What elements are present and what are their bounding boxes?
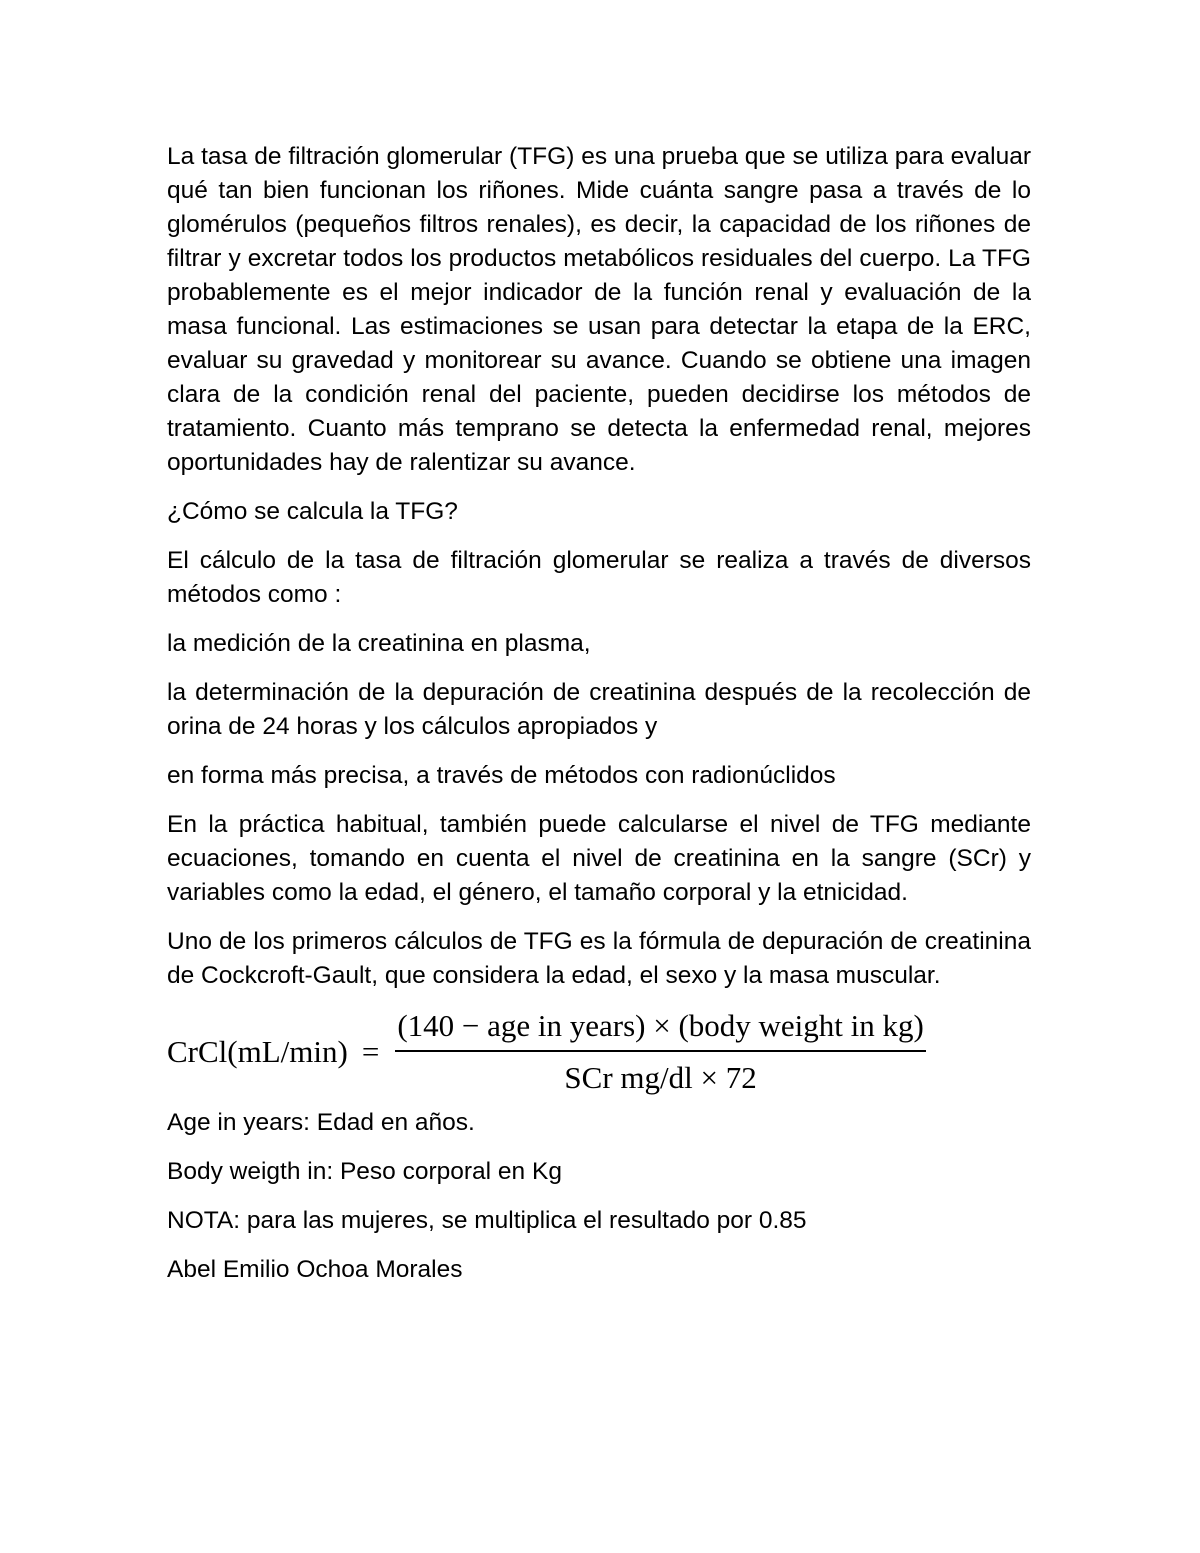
document-page [167,140,1031,1302]
method-item-plasma: la medición de la creatinina en plasma, [167,630,591,657]
method-item-radionuclides: en forma más precisa, a través de métodos con radionúclidos [167,762,836,789]
formula-denominator: SCr mg/dl × 72 [564,1060,757,1095]
formula-numerator: (140 − age in years) × (body weight in kg) [397,1008,924,1043]
formula-fraction [395,1008,926,1096]
note-women: NOTA: para las mujeres, se multiplica el resultado por 0.85 [167,1207,807,1234]
intro-paragraph: La tasa de filtración glomerular (TFG) es una prueba que se utiliza para evaluar qué tan bien funcionan los riñones. Mide cuánta sangre pasa a través de lo glomérulos (pequeños filtros renales), es decir, la capacidad de los riñones de filtrar y excretar todos los productos metabólicos residuales del cuerpo. La TFG probablemente es el mejor indicador de la función renal y evaluación de la masa funcional. Las estimaciones se usan para detectar la etapa de la ERC, evaluar su gravedad y monitorear su avance. Cuando se obtiene una imagen clara de la condición renal del paciente, pueden decidirse los métodos de tratamiento. Cuanto más temprano se detecta la enfermedad renal, mejores oportunidades hay de ralentizar su avance. [167,143,1031,476]
methods-intro-paragraph: El cálculo de la tasa de filtración glomerular se realiza a través de diversos métodos como : [167,547,1031,608]
formula-lhs: CrCl(mL/min) [167,1034,348,1069]
cockcroft-gault-formula [167,1008,1031,1096]
author-name: Abel Emilio Ochoa Morales [167,1256,463,1283]
method-item-clearance: la determinación de la depuración de creatinina después de la recolección de orina de 24 horas y los cálculos apropiados y [167,679,1031,740]
question-heading: ¿Cómo se calcula la TFG? [167,498,458,525]
note-weight: Body weigth in: Peso corporal en Kg [167,1158,562,1185]
cockcroft-paragraph: Uno de los primeros cálculos de TFG es la fórmula de depuración de creatinina de Cockcroft-Gault, que considera la edad, el sexo y la masa muscular. [167,928,1031,989]
equations-paragraph: En la práctica habitual, también puede calcularse el nivel de TFG mediante ecuaciones, tomando en cuenta el nivel de creatinina en la sangre (SCr) y variables como la edad, el género, el tamaño corporal y la etnicidad. [167,811,1031,906]
note-age: Age in years: Edad en años. [167,1109,475,1136]
formula-equals: = [361,1034,380,1069]
